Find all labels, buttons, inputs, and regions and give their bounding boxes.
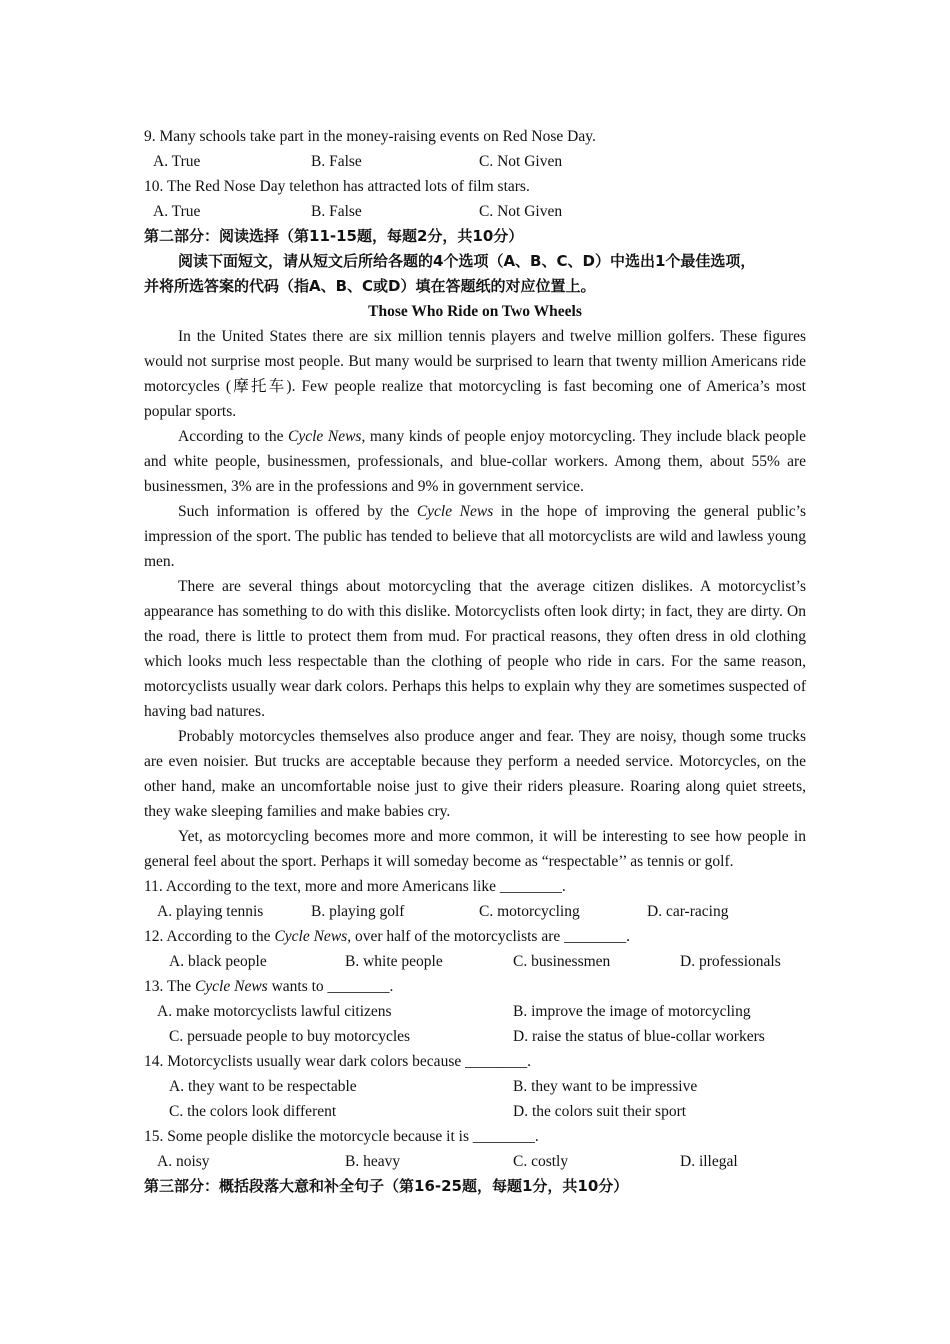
question-11-stem: 11. According to the text, more and more Americans like ________. bbox=[144, 878, 566, 895]
question-13-publication: Cycle News bbox=[194, 978, 268, 995]
question-13-stem bbox=[144, 974, 806, 999]
question-12-option-b: B. white people bbox=[345, 953, 443, 970]
question-12-option-a: A. black people bbox=[169, 953, 267, 970]
question-15-option-d: D. illegal bbox=[680, 1153, 738, 1170]
question-14-options-row-1 bbox=[144, 1074, 806, 1099]
question-13-options-row-2 bbox=[144, 1024, 806, 1049]
question-15-option-b: B. heavy bbox=[345, 1153, 401, 1170]
question-10-option-c: C. Not Given bbox=[479, 203, 563, 220]
question-10-option-a: A. True bbox=[153, 203, 201, 220]
passage-paragraph-3 bbox=[144, 499, 806, 574]
question-13-options-row-1 bbox=[144, 999, 806, 1024]
question-15-option-c: C. costly bbox=[513, 1153, 569, 1170]
question-13-option-a: A. make motorcyclists lawful citizens bbox=[157, 1003, 392, 1020]
question-13-stem-a: 13. The bbox=[144, 978, 195, 995]
passage-paragraph-2 bbox=[144, 424, 806, 499]
section-3-heading: 第三部分：概括段落大意和补全句子（第16-25题，每题1分，共10分） bbox=[144, 1177, 629, 1195]
question-12-stem bbox=[144, 924, 806, 949]
paragraph-2-text-a: According to the bbox=[178, 428, 289, 445]
question-10-stem: 10. The Red Nose Day telethon has attracted lots of film stars. bbox=[144, 178, 530, 195]
question-11-option-a: A. playing tennis bbox=[157, 903, 264, 920]
question-9-option-b: B. False bbox=[311, 153, 362, 170]
question-14-option-c: C. the colors look different bbox=[169, 1103, 337, 1120]
question-10-option-b: B. False bbox=[311, 203, 362, 220]
question-15-stem: 15. Some people dislike the motorcycle because it is ________. bbox=[144, 1128, 539, 1145]
passage-body bbox=[144, 324, 806, 874]
paragraph-2-text-b: , many kinds of people enjoy motorcycling. They include black people and white people, businessmen, professionals, and blue-collar workers. Among them, about 55% are businessmen, 3% are in the professions and 9% in government service. bbox=[144, 428, 806, 495]
question-12-option-c: C. businessmen bbox=[513, 953, 611, 970]
passage-title: Those Who Ride on Two Wheels bbox=[368, 303, 582, 320]
question-14-option-b: B. they want to be impressive bbox=[513, 1078, 698, 1095]
question-9-options bbox=[144, 149, 806, 174]
question-11-option-c: C. motorcycling bbox=[479, 903, 580, 920]
question-13-option-d: D. raise the status of blue-collar workers bbox=[513, 1028, 765, 1045]
paragraph-3-text-a: Such information is offered by the bbox=[178, 503, 417, 520]
exam-page bbox=[144, 124, 806, 1199]
question-14-option-a: A. they want to be respectable bbox=[169, 1078, 357, 1095]
question-13-option-c: C. persuade people to buy motorcycles bbox=[169, 1028, 411, 1045]
passage-paragraph-5: Probably motorcycles themselves also produce anger and fear. They are noisy, though some trucks are even noisier. But trucks are acceptable because they perform a needed service. Motorcycles, on the other hand, make an uncomfortable noise just to give their riders pleasure. Roaring along quiet streets, they wake sleeping families and make babies cry. bbox=[144, 728, 806, 820]
question-15-options bbox=[144, 1149, 806, 1174]
paragraph-3-publication: Cycle News bbox=[416, 503, 494, 520]
question-11-option-d: D. car-racing bbox=[647, 903, 729, 920]
question-15-option-a: A. noisy bbox=[157, 1153, 210, 1170]
question-11-option-b: B. playing golf bbox=[311, 903, 405, 920]
question-9-option-c: C. Not Given bbox=[479, 153, 563, 170]
question-12-stem-b: , over half of the motorcyclists are ________. bbox=[347, 928, 630, 945]
question-14-option-d: D. the colors suit their sport bbox=[513, 1103, 687, 1120]
paragraph-3-text-b: in the hope of improving the general public’s impression of the sport. The public has tended to believe that all motorcyclists are wild and lawless young men. bbox=[144, 503, 806, 570]
question-14-options-row-2 bbox=[144, 1099, 806, 1124]
question-12-option-d: D. professionals bbox=[680, 953, 781, 970]
passage-paragraph-1: In the United States there are six million tennis players and twelve million golfers. These figures would not surprise most people. But many would be surprised to learn that twenty million Americans ride motorcycles (摩托车). Few people realize that motorcycling is fast becoming one of America’s most popular sports. bbox=[144, 328, 806, 420]
question-11-options bbox=[144, 899, 806, 924]
section-2-instruction-line-2: 并将所选答案的代码（指A、B、C或D）填在答题纸的对应位置上。 bbox=[144, 277, 596, 295]
passage-paragraph-6: Yet, as motorcycling becomes more and more common, it will be interesting to see how people in general feel about the sport. Perhaps it will someday become as “respectable’’ as tennis or golf. bbox=[144, 828, 806, 870]
question-9-stem: 9. Many schools take part in the money-raising events on Red Nose Day. bbox=[144, 128, 596, 145]
question-12-stem-a: 12. According to the bbox=[144, 928, 275, 945]
question-13-stem-b: wants to ________. bbox=[267, 978, 394, 995]
question-9-option-a: A. True bbox=[153, 153, 201, 170]
question-10-options bbox=[144, 199, 806, 224]
section-2-heading: 第二部分：阅读选择（第11-15题，每题2分，共10分） bbox=[144, 227, 524, 245]
question-12-options bbox=[144, 949, 806, 974]
question-14-stem: 14. Motorcyclists usually wear dark colors because ________. bbox=[144, 1053, 531, 1070]
question-12-publication: Cycle News bbox=[274, 928, 348, 945]
paragraph-2-publication: Cycle News bbox=[288, 428, 362, 445]
passage-paragraph-4: There are several things about motorcycling that the average citizen dislikes. A motorcyclist’s appearance has something to do with this dislike. Motorcyclists often look dirty; in fact, they are dirty. On the road, there is little to protect them from mud. For practical reasons, they often dress in old clothing which looks much less respectable than the clothing of people who ride in cars. For the same reason, motorcyclists usually wear dark colors. Perhaps this helps to explain why they are sometimes suspected of having bad natures. bbox=[144, 578, 806, 720]
section-2-instruction-line-1: 阅读下面短文，请从短文后所给各题的4个选项（A、B、C、D）中选出1个最佳选项， bbox=[178, 252, 756, 270]
question-13-option-b: B. improve the image of motorcycling bbox=[513, 1003, 751, 1020]
